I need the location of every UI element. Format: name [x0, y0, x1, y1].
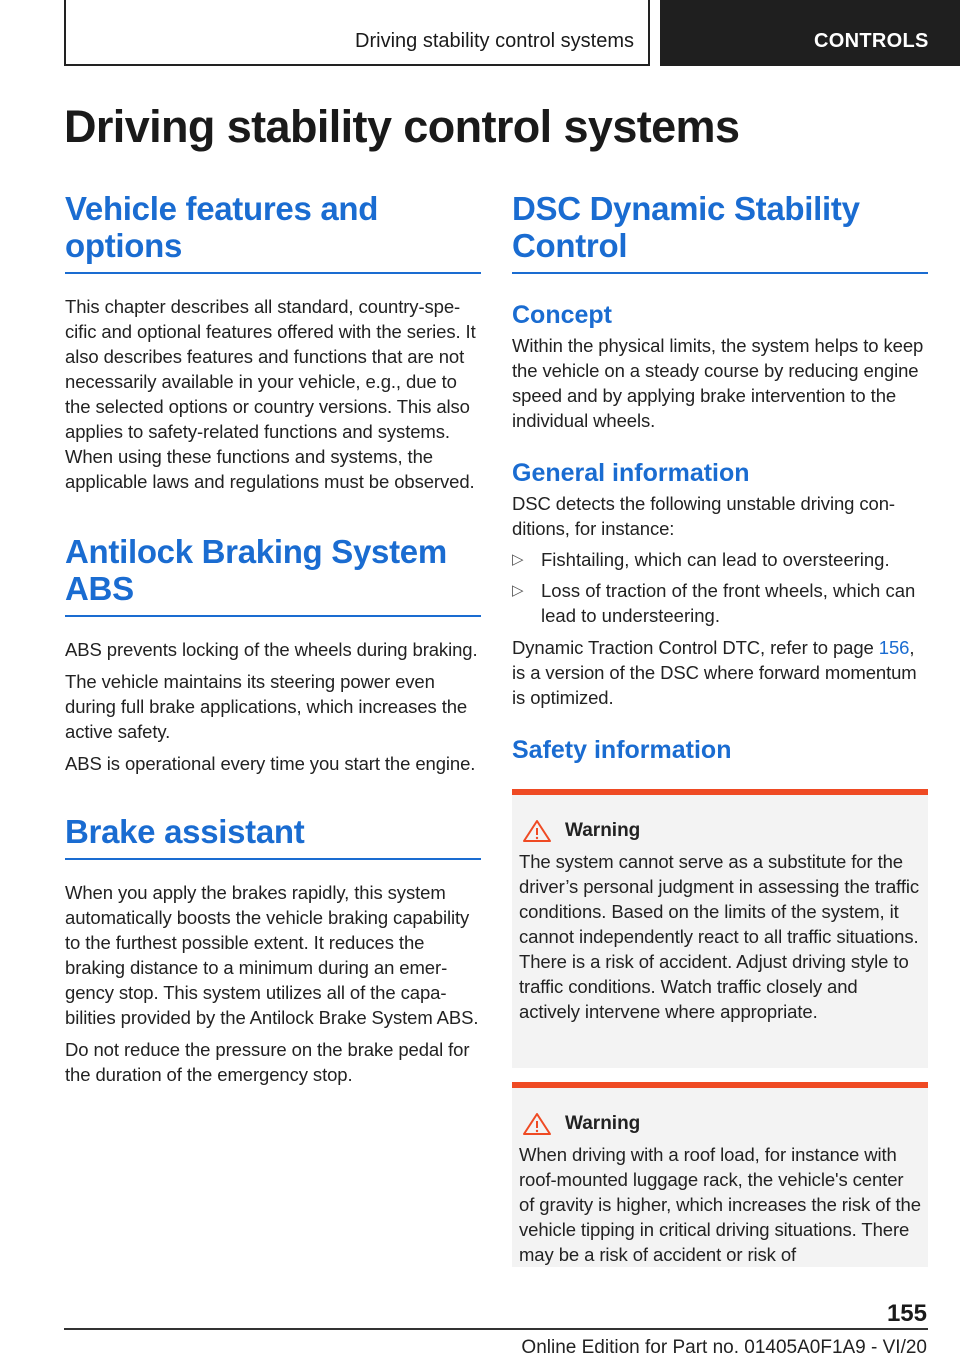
header-chapter-tab[interactable] — [660, 0, 960, 66]
page-number: 155 — [886, 1300, 927, 1327]
warning-triangle-icon — [519, 819, 555, 843]
header-section-title: Driving stability control systems — [355, 30, 634, 52]
abs-text-2: The vehicle maintains its steering power even during full brake applications, which increases the active safety. — [65, 671, 468, 742]
warning-text: When driving with a roof load, for instance with roof-mounted luggage rack, the vehicle's center of gravity is higher, which increases the risk of the vehicle tipping in critical driving situations. There may be a risk of accident or risk of — [519, 1144, 921, 1265]
list-item: ▷ Loss of traction of the front wheels, which can lead to understeering. — [512, 580, 916, 626]
triangle-right-icon: ▷ — [512, 582, 524, 599]
warning-label: Warning — [565, 1113, 641, 1134]
abs-text-1: ABS prevents locking of the wheels during braking. — [65, 639, 478, 660]
left-column — [65, 190, 481, 1087]
footer-divider — [64, 1328, 928, 1330]
heading-brake-assistant: Brake assistant — [65, 813, 481, 860]
general-intro-text: DSC detects the following unstable driving conditions, for instance: — [512, 493, 896, 539]
heading-concept: Concept — [512, 301, 612, 329]
header-chapter-label: CONTROLS — [814, 30, 929, 52]
header-section-box — [64, 0, 650, 66]
triangle-right-icon: ▷ — [512, 551, 524, 568]
right-column — [512, 190, 928, 1267]
warning-label: Warning — [565, 820, 641, 841]
page-header — [0, 0, 960, 66]
list-item: ▷ Fishtailing, which can lead to oversteering. — [512, 549, 890, 570]
heading-safety-information: Safety information — [512, 736, 732, 764]
brake-assistant-text-1: When you apply the brakes rapidly, this system automatically boosts the vehicle braking capability to the furthest possible extent. It reduces the braking distance to a minimum during an emergency stop. This system utilizes all of the capabilities provided by the Antilock Brake System ABS. — [65, 882, 479, 1028]
brake-assistant-text-2: Do not reduce the pressure on the brake pedal for the duration of the emergency stop. — [65, 1039, 470, 1085]
warning-header — [519, 819, 921, 843]
abs-text-3: ABS is operational every time you start the engine. — [65, 753, 476, 774]
unstable-conditions-list — [512, 547, 928, 628]
heading-vehicle-features: Vehicle features and options — [65, 190, 481, 274]
footer-edition: Online Edition for Part no. 01405A0F1A9 - VI/20 — [521, 1337, 927, 1358]
warning-text: The system cannot serve as a substitute for the driver’s personal judgment in assessing the traffic conditions. Based on the limits of the system, it cannot independently react to all traffic situations. There is a risk of accident. Adjust driving style to traffic conditions. Watch traffic closely and actively intervene where appropriate. — [519, 851, 920, 1022]
warning-triangle-icon — [519, 1112, 555, 1136]
concept-text: Within the physical limits, the system helps to keep the vehicle on a steady course by reducing engine speed and by applying brake intervention to the individual wheels. — [512, 335, 924, 431]
page-title: Driving stability control systems — [64, 101, 740, 152]
warning-header — [519, 1112, 921, 1136]
vehicle-features-text: This chapter describes all standard, country-specific and optional features offered with the series. It also describes features and functions that are not necessarily available in your vehicle, e.g., due to the selected options or country versions. This also applies to safety-related functions and systems. When using these functions and systems, the applicable laws and regulations must be observed. — [65, 296, 476, 492]
heading-general-information: General information — [512, 459, 750, 487]
heading-dsc: DSC Dynamic Stability Control — [512, 190, 928, 274]
dtc-reference-text: Dynamic Traction Control DTC, refer to page 156, is a version of the DSC where forward momentum is optimized. — [512, 637, 917, 708]
warning-box — [512, 789, 928, 1068]
page-link-156[interactable]: 156 — [878, 637, 910, 658]
warning-box — [512, 1082, 928, 1267]
heading-abs: Antilock Braking System ABS — [65, 533, 481, 617]
